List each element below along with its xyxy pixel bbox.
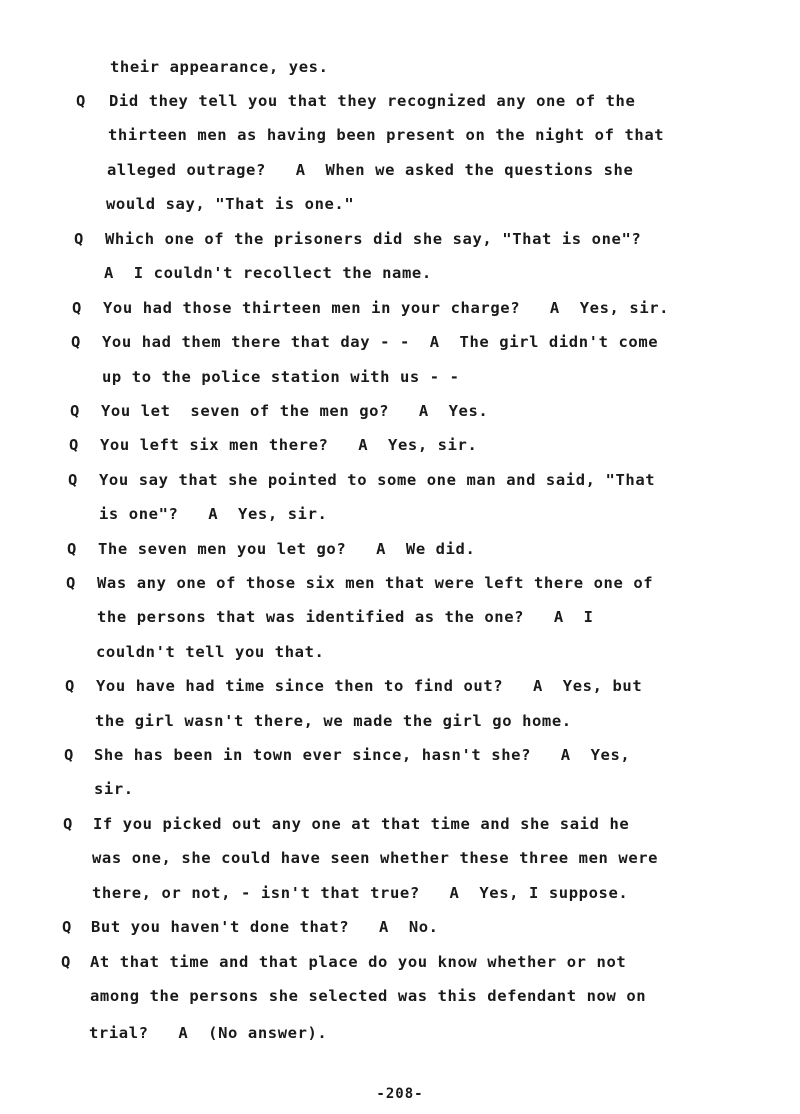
question-marker: Q — [67, 540, 77, 558]
transcript-line: You left six men there? A Yes, sir. — [100, 436, 478, 454]
transcript-line: Was any one of those six men that were left there one of — [97, 574, 654, 592]
transcript-line: sir. — [94, 780, 134, 798]
question-marker: Q — [68, 471, 78, 489]
transcript-line: The seven men you let go? A We did. — [98, 540, 476, 558]
transcript-line: thirteen men as having been present on the night of that — [108, 126, 665, 144]
question-marker: Q — [64, 746, 74, 764]
transcript-line: their appearance, yes. — [110, 58, 329, 76]
question-marker: Q — [65, 677, 75, 695]
transcript-line: You had them there that day - - A The girl didn't come — [102, 333, 659, 351]
question-marker: Q — [63, 815, 73, 833]
transcript-line: But you haven't done that? A No. — [91, 918, 439, 936]
question-marker: Q — [71, 333, 81, 351]
transcript-line: alleged outrage? A When we asked the questions she — [107, 161, 634, 179]
question-marker: Q — [62, 918, 72, 936]
transcript-line: is one"? A Yes, sir. — [99, 505, 328, 523]
transcript-line: was one, she could have seen whether these three men were — [92, 849, 659, 867]
transcript-line: the persons that was identified as the one? A I — [97, 608, 594, 626]
transcript-line: At that time and that place do you know whether or not — [90, 953, 627, 971]
question-marker: Q — [76, 92, 86, 110]
question-marker: Q — [72, 299, 82, 317]
transcript-line: trial? A (No answer). — [89, 1024, 328, 1042]
transcript-line: up to the police station with us - - — [102, 368, 460, 386]
question-marker: Q — [66, 574, 76, 592]
transcript-line: couldn't tell you that. — [96, 643, 325, 661]
transcript-line: among the persons she selected was this defendant now on — [90, 987, 647, 1005]
transcript-line: would say, "That is one." — [106, 195, 355, 213]
transcript-line: there, or not, - isn't that true? A Yes, I suppose. — [92, 884, 629, 902]
question-marker: Q — [74, 230, 84, 248]
transcript-line: You say that she pointed to some one man and said, "That — [99, 471, 656, 489]
transcript-line: Did they tell you that they recognized any one of the — [109, 92, 636, 110]
transcript-line: the girl wasn't there, we made the girl go home. — [95, 712, 572, 730]
question-marker: Q — [70, 402, 80, 420]
question-marker: Q — [69, 436, 79, 454]
transcript-line: She has been in town ever since, hasn't she? A Yes, — [94, 746, 631, 764]
question-marker: Q — [61, 953, 71, 971]
transcript-line: You had those thirteen men in your charge? A Yes, sir. — [103, 299, 670, 317]
transcript-line: You let seven of the men go? A Yes. — [101, 402, 489, 420]
page-number: -208- — [376, 1086, 424, 1102]
transcript-line: If you picked out any one at that time and she said he — [93, 815, 630, 833]
transcript-line: A I couldn't recollect the name. — [104, 264, 432, 282]
transcript-line: You have had time since then to find out? A Yes, but — [96, 677, 643, 695]
transcript-line: Which one of the prisoners did she say, "That is one"? — [105, 230, 642, 248]
